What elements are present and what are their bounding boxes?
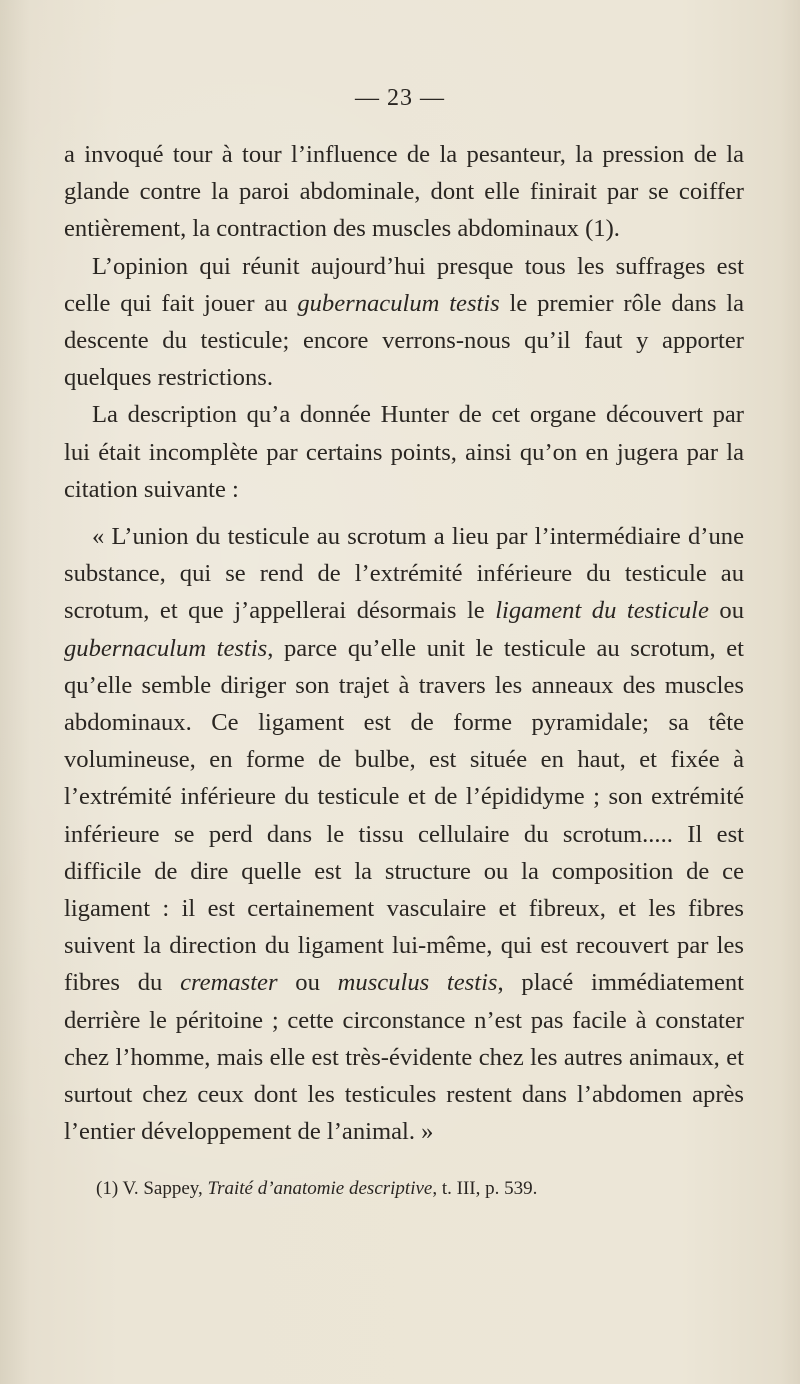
footnote-text-b: , t. III, p. 539. [432,1178,538,1199]
paragraph-2 [64,248,744,397]
paragraph-4-text-e: , placé immédiatement derrière le péritoine ; cette circonstance n’est pas facile à constater chez l’homme, mais elle est très-évidente chez les autres animaux, et surtout chez ceux dont les testicules restent dans l’abdomen après l’entier développement de l’animal. » [64,969,745,1146]
paragraph-4-italic-2: gubernaculum testis [64,634,268,662]
footnote-italic-title: Traité d’anatomie descriptive [207,1178,433,1199]
paragraph-4-text-a: « L’union du testicule au scrotum a lieu par l’intermédiaire d’une substance, qui se rend de l’extrémité inférieure du testicule au scrotum, et que j’appellerai désormais le [64,523,744,625]
paragraph-4-italic-3: cremaster [180,969,278,997]
paragraph-3-text: La description qu’a donnée Hunter de cet organe découvert par lui était incomplète par certains points, ainsi qu’on en jugera par la citation suivante : [64,401,744,503]
paragraph-2-italic-1: gubernaculum testis [297,289,500,317]
paragraph-4-text-d: ou [277,969,338,997]
page-number: — 23 — [355,85,445,111]
paragraph-4-italic-4: musculus testis [337,969,498,997]
paragraph-4-text-c: , parce qu’elle unit le testicule au scrotum, et qu’elle semble diriger son trajet à travers les anneaux des muscles abdominaux. Ce ligament est de forme pyramidale; sa tête volumineuse, en forme de bulbe, est située en haut, et fixée à l’extrémité inférieure du testicule et de l’épididyme ; son extrémité inférieure se perd dans le tissu cellulaire du scrotum..... Il est difficile de dire quelle est la structure ou la composition de ce ligament : il est certainement vasculaire et fibreux, et les fibres suivent la direction du ligament lui-même, qui est recouvert par les fibres du [64,634,744,997]
footnote-text-a: (1) V. Sappey, [96,1178,208,1199]
paragraph-1 [64,136,744,248]
paragraph-4-italic-1: ligament du testicule [495,597,709,625]
paragraph-2-text-a: L’opinion qui réunit aujourd’hui presque tous les suffrages est celle qui fait jouer au [64,252,744,317]
paragraph-2-text-b: le premier rôle dans la descente du testicule; encore verrons-nous qu’il faut y apporter quelques restrictions. [64,289,745,392]
main-text [64,136,744,1150]
paragraph-4-text-b: ou [708,597,744,625]
paragraph-4-quote [64,518,744,1150]
footnote [96,1177,756,1201]
paragraph-1-text: a invoqué tour à tour l’influence de la pesanteur, la pression de la glande contre la paroi abdominale, dont elle finirait par se coiffer entièrement, la contraction des muscles abdominaux (1). [64,141,744,243]
paragraph-3 [64,396,744,508]
